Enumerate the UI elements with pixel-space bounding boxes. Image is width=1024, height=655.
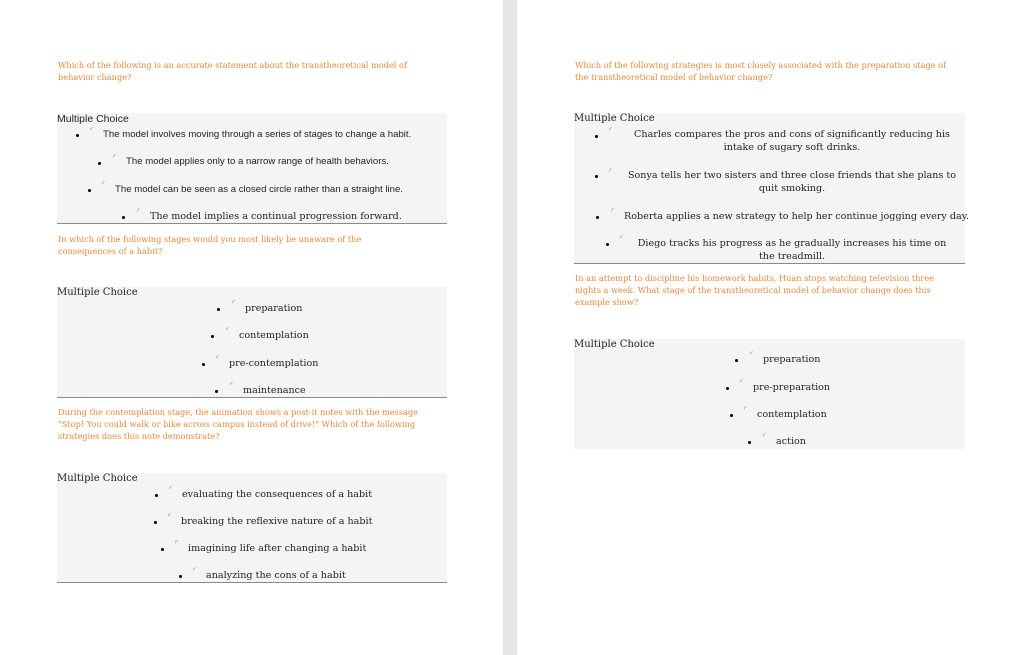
- question-2-text: In which of the following stages would you most likely be unaware of the consequences of a habit?: [58, 234, 362, 256]
- q4-option-3[interactable]: Roberta applies a new strategy to help her continue jogging every day.: [624, 211, 969, 222]
- radio-icon[interactable]: ◜: [102, 180, 105, 188]
- radio-icon[interactable]: ◜: [750, 350, 753, 358]
- divider-line: [574, 263, 965, 264]
- bullet-icon: [596, 216, 599, 219]
- question-5-text: In an attempt to discipline his homework habits, Huan stops watching television three nights a week. What stage of the transtheoretical model of behavior change does this example show?: [575, 273, 935, 307]
- question-1-text: Which of the following is an accurate statement about the transtheoretical model of behavior change?: [58, 60, 407, 82]
- bullet-icon: [155, 494, 158, 497]
- bullet-icon: [76, 134, 79, 137]
- radio-icon[interactable]: ◜: [232, 299, 235, 307]
- bullet-icon: [179, 575, 182, 578]
- bullet-icon: [154, 521, 157, 524]
- divider-line: [57, 397, 447, 398]
- q2-option-4[interactable]: maintenance: [243, 385, 306, 396]
- q4-option-1[interactable]: Charles compares the pros and cons of significantly reducing his intake of sugary soft drinks.: [634, 129, 950, 153]
- bullet-icon: [215, 390, 218, 393]
- radio-icon[interactable]: ◜: [744, 405, 747, 413]
- radio-icon[interactable]: ◜: [740, 378, 743, 386]
- q1-option-3[interactable]: The model can be seen as a closed circle rather than a straight line.: [115, 184, 403, 195]
- radio-icon[interactable]: ◜: [169, 485, 172, 493]
- bullet-icon: [606, 243, 609, 246]
- q3-option-4[interactable]: analyzing the cons of a habit: [206, 570, 346, 581]
- radio-icon[interactable]: ◜: [216, 354, 219, 362]
- bullet-icon: [748, 441, 751, 444]
- q5-option-4[interactable]: action: [776, 436, 806, 447]
- q2-option-3[interactable]: pre-contemplation: [229, 358, 319, 369]
- q4-option-2[interactable]: Sonya tells her two sisters and three close friends that she plans to quit smoking.: [627, 170, 957, 194]
- document-page-left: [0, 0, 503, 655]
- bullet-icon: [217, 308, 220, 311]
- document-page-right: [517, 0, 1024, 655]
- radio-icon[interactable]: ◜: [137, 207, 140, 215]
- q3-option-3[interactable]: imagining life after changing a habit: [188, 543, 367, 554]
- radio-icon[interactable]: ◜: [620, 234, 623, 242]
- bullet-icon: [98, 162, 101, 165]
- question-3-type-label: Multiple Choice: [57, 473, 138, 484]
- q1-option-4[interactable]: The model implies a continual progression forward.: [150, 211, 402, 222]
- bullet-icon: [211, 335, 214, 338]
- divider-line: [57, 582, 447, 583]
- q2-option-2[interactable]: contemplation: [239, 330, 309, 341]
- question-4-text: Which of the following strategies is most closely associated with the preparation stage of the transtheoretical model of behavior change?: [575, 60, 947, 82]
- q3-option-1[interactable]: evaluating the consequences of a habit: [182, 489, 373, 500]
- q3-option-2[interactable]: breaking the reflexive nature of a habit: [181, 516, 373, 527]
- bullet-icon: [595, 175, 598, 178]
- q1-option-1[interactable]: The model involves moving through a series of stages to change a habit.: [103, 129, 412, 140]
- bullet-icon: [730, 414, 733, 417]
- radio-icon[interactable]: ◜: [609, 167, 612, 175]
- question-2-type-label: Multiple Choice: [57, 287, 138, 298]
- q5-option-1[interactable]: preparation: [763, 354, 821, 365]
- radio-icon[interactable]: ◜: [113, 153, 116, 161]
- radio-icon[interactable]: ◜: [168, 512, 171, 520]
- bullet-icon: [88, 189, 91, 192]
- radio-icon[interactable]: ◜: [90, 126, 93, 134]
- bullet-icon: [735, 359, 738, 362]
- q2-option-1[interactable]: preparation: [245, 303, 303, 314]
- radio-icon[interactable]: ◜: [611, 207, 614, 215]
- radio-icon[interactable]: ◜: [763, 432, 766, 440]
- q1-option-2[interactable]: The model applies only to a narrow range of health behaviors.: [126, 156, 389, 167]
- q4-option-4[interactable]: Diego tracks his progress as he gradually increases his time on the treadmill.: [637, 238, 947, 262]
- divider-line: [57, 223, 447, 224]
- radio-icon[interactable]: ◜: [226, 326, 229, 334]
- question-1-type-label: Multiple Choice: [57, 113, 129, 125]
- bullet-icon: [122, 216, 125, 219]
- q5-option-3[interactable]: contemplation: [757, 409, 827, 420]
- question-5-type-label: Multiple Choice: [574, 339, 655, 350]
- radio-icon[interactable]: ◜: [230, 381, 233, 389]
- bullet-icon: [202, 363, 205, 366]
- radio-icon[interactable]: ◜: [175, 539, 178, 547]
- bullet-icon: [161, 548, 164, 551]
- radio-icon[interactable]: ◜: [609, 126, 612, 134]
- question-3-text: During the contemplation stage, the animation shows a post-it notes with the message "Stop! You could walk or bike across campus instead of drive!" Which of the following strategies does this note demonstrate?: [58, 407, 419, 441]
- q5-option-2[interactable]: pre-preparation: [753, 382, 831, 393]
- bullet-icon: [726, 387, 729, 390]
- bullet-icon: [595, 135, 598, 138]
- question-4-type-label: Multiple Choice: [574, 113, 655, 124]
- radio-icon[interactable]: ◜: [193, 566, 196, 574]
